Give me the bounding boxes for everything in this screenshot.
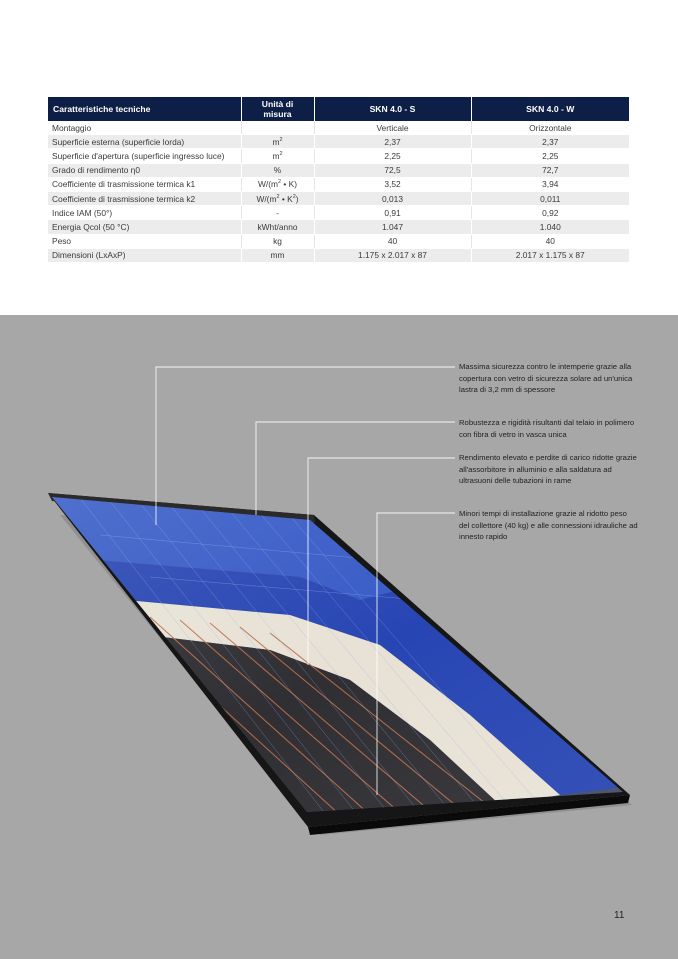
row-label: Superficie d'apertura (superficie ingresso luce) — [48, 149, 241, 163]
row-label: Dimensioni (LxAxP) — [48, 248, 241, 262]
row-value-w: 0,92 — [471, 206, 629, 220]
row-unit: - — [241, 206, 314, 220]
row-value-s: 2,37 — [314, 135, 471, 149]
row-value-s: Verticale — [314, 121, 471, 135]
page-number: 11 — [614, 910, 625, 921]
row-label: Coefficiente di trasmissione termica k2 — [48, 191, 241, 205]
row-label: Montaggio — [48, 121, 241, 135]
product-illustration-panel — [0, 315, 678, 959]
specs-table — [48, 97, 629, 263]
row-value-s: 1.175 x 2.017 x 87 — [314, 248, 471, 262]
row-unit: $W/(m^2$ • K) — [241, 177, 314, 191]
row-value-w: 40 — [471, 234, 629, 248]
table-row — [48, 149, 629, 163]
table-row — [48, 191, 629, 205]
row-unit: mm — [241, 248, 314, 262]
callout-frame-rigidity: Robustezza e rigidità risultanti dal telaio in polimero con fibra di vetro in vasca unica — [459, 418, 635, 439]
table-row — [48, 220, 629, 234]
row-label: Superficie esterna (superficie lorda) — [48, 135, 241, 149]
row-unit: % — [241, 163, 314, 177]
row-value-w: 1.040 — [471, 220, 629, 234]
table-row — [48, 234, 629, 248]
row-value-s: 72,5 — [314, 163, 471, 177]
row-unit: $m^2$ — [241, 149, 314, 163]
row-label: Energia Qcol (50 °C) — [48, 220, 241, 234]
callout-absorber-efficiency: Rendimento elevato e perdite di carico ridotte grazie all'assorbitore in alluminio e alla saldatura ad ultrasuoni delle tubazioni in rame — [459, 453, 637, 486]
table-row — [48, 135, 629, 149]
table-row — [48, 177, 629, 191]
row-value-s: 3,52 — [314, 177, 471, 191]
table-row — [48, 163, 629, 177]
row-value-s: 0,013 — [314, 191, 471, 205]
row-value-w: 0,011 — [471, 191, 629, 205]
row-value-w: 2,25 — [471, 149, 629, 163]
row-value-w: 3,94 — [471, 177, 629, 191]
header-skn-s: SKN 4.0 - S — [314, 97, 471, 121]
row-value-w: 2.017 x 1.175 x 87 — [471, 248, 629, 262]
row-value-s: 1.047 — [314, 220, 471, 234]
row-value-s: 40 — [314, 234, 471, 248]
row-label: Grado di rendimento η0 — [48, 163, 241, 177]
callout-glass-safety: Massima sicurezza contro le intemperie grazie alla copertura con vetro di sicurezza solare ad un'unica lastra di 3,2 mm di spessore — [459, 362, 633, 395]
row-unit — [241, 121, 314, 135]
table-row — [48, 248, 629, 262]
row-value-w: 2,37 — [471, 135, 629, 149]
table-row — [48, 206, 629, 220]
header-skn-w: SKN 4.0 - W — [471, 97, 629, 121]
row-value-s: 2,25 — [314, 149, 471, 163]
row-value-s: 0,91 — [314, 206, 471, 220]
row-value-w: 72,7 — [471, 163, 629, 177]
header-specs: Caratteristiche tecniche — [48, 97, 241, 121]
row-unit: $m^2$ — [241, 135, 314, 149]
table-header-row — [48, 97, 629, 121]
row-label: Coefficiente di trasmissione termica k1 — [48, 177, 241, 191]
row-unit: kWht/anno — [241, 220, 314, 234]
row-value-w: Orizzontale — [471, 121, 629, 135]
row-unit: $W/(m^2$ • $K^2$) — [241, 191, 314, 205]
table-row — [48, 121, 629, 135]
header-unit: Unità di misura — [241, 97, 314, 121]
row-label: Peso — [48, 234, 241, 248]
row-label: Indice IAM (50°) — [48, 206, 241, 220]
solar-collector-illustration — [0, 315, 678, 959]
callout-installation-time: Minori tempi di installazione grazie al ridotto peso del collettore (40 kg) e alle connessioni idrauliche ad innesto rapido — [459, 509, 638, 542]
row-unit: kg — [241, 234, 314, 248]
